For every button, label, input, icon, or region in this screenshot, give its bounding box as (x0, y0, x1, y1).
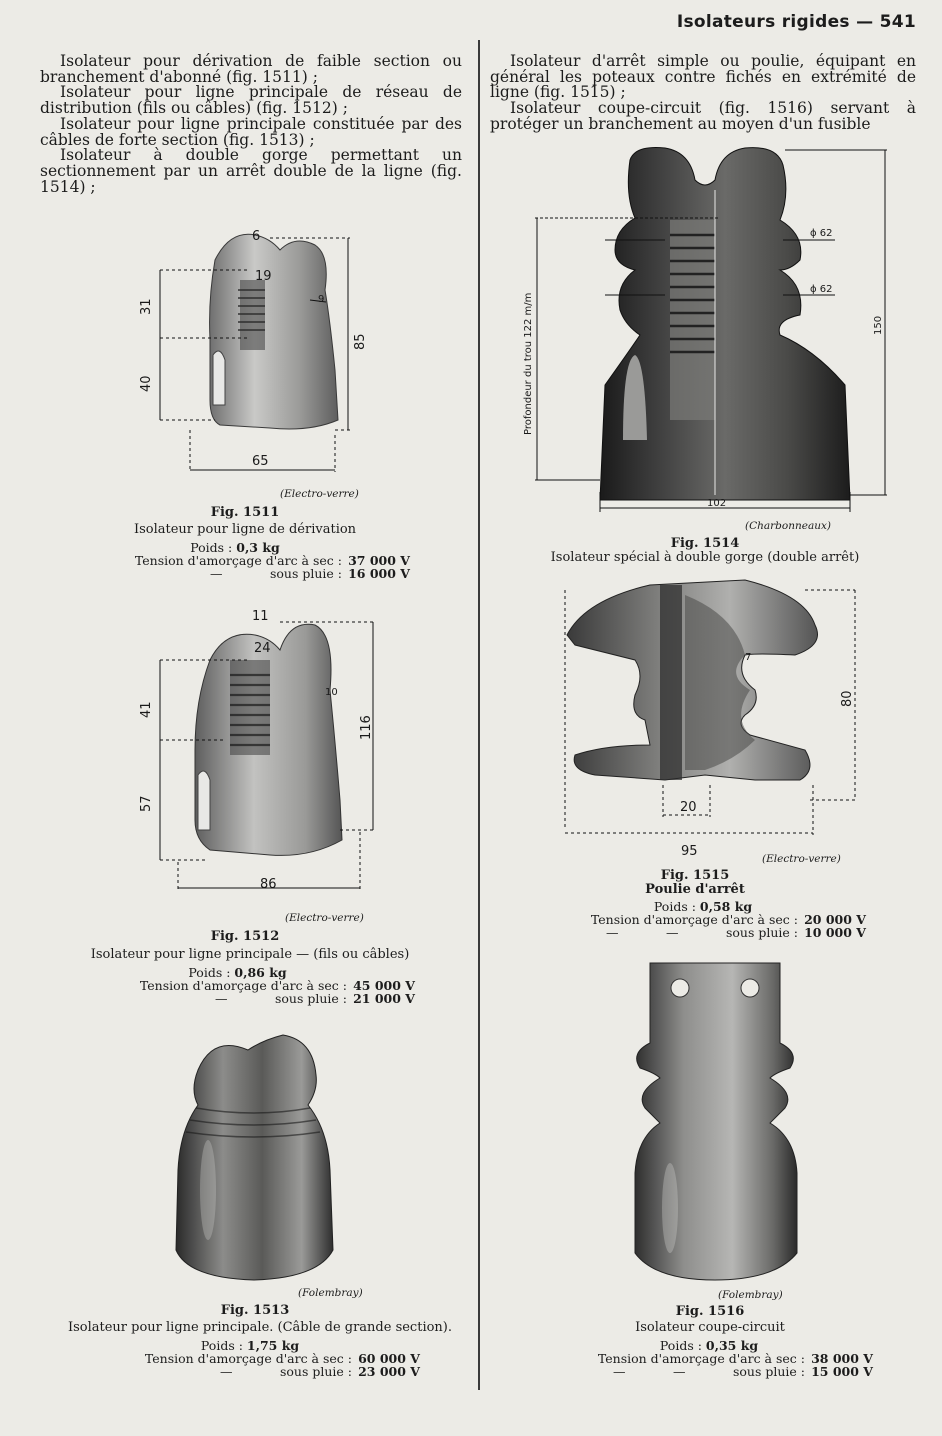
fig1515-caption: Poulie d'arrêt (645, 882, 745, 897)
fig1516-specs (545, 1339, 873, 1378)
running-header (677, 12, 916, 32)
intro-paragraph: Isolateur pour ligne principale constituée par des câbles de forte section (fig. 1513) ; (40, 114, 462, 149)
fig1512-caption: Isolateur pour ligne principale — (fils ou câbles) (90, 947, 410, 962)
fig1512-dim-top: 11 (252, 609, 269, 624)
fig1514-dim-width: 102 (707, 498, 727, 509)
pluie-label: sous pluie : (279, 1364, 352, 1379)
fig1511-dim-h2: 40 (139, 375, 154, 392)
fig1514-caption: Isolateur spécial à double gorge (double arrêt) (550, 550, 860, 565)
fig1513-credit: (Folembray) (298, 1287, 363, 1299)
fig1515-credit: (Electro-verre) (762, 853, 841, 865)
tension-label: Tension d'amorçage d'arc à sec : (590, 912, 798, 927)
fig1511-dim-inner: 19 (255, 269, 272, 284)
fig1512-dim-side: 10 (325, 687, 338, 698)
fig1512-dim-h2: 57 (139, 795, 154, 812)
fig1511-specs (60, 541, 410, 580)
poids-value: 0,3 kg (236, 540, 280, 555)
fig1516-credit: (Folembray) (718, 1289, 783, 1301)
fig1512-specs (60, 966, 415, 1005)
poids-label: Poids : (653, 899, 696, 914)
poids-label: Poids : (188, 965, 231, 980)
fig1512-number: Fig. 1512 (210, 929, 280, 944)
fig1515-dim-groove: 7 (745, 652, 752, 663)
fig1515-dim-base: 20 (680, 800, 697, 815)
right-intro (490, 54, 916, 133)
pluie-label: sous pluie : (269, 566, 342, 581)
pluie-label: sous pluie : (725, 925, 798, 940)
fig1511-dim-side: 9 (318, 294, 325, 305)
intro-paragraph: Isolateur d'arrêt simple ou poulie, équipant en général les poteaux contre fichés en extrémité de ligne (fig. 1515) ; (490, 52, 916, 102)
pluie-label: sous pluie : (274, 991, 347, 1006)
poids-label: Poids : (200, 1338, 243, 1353)
fig1511-credit: (Electro-verre) (280, 488, 359, 500)
left-intro (40, 54, 462, 195)
fig1513-photo (168, 1030, 340, 1285)
fig1512-dim-width: 86 (260, 877, 277, 892)
intro-paragraph: Isolateur pour ligne principale de réseau de distribution (fils ou câbles) (fig. 1512) ; (40, 83, 462, 118)
fig1514-number: Fig. 1514 (670, 536, 740, 551)
intro-paragraph: Isolateur coupe-circuit (fig. 1516) servant à protéger un branchement au moyen d'un fusible (490, 99, 916, 133)
tension-pluie: 10 000 V (804, 925, 866, 940)
fig1511-dim-top: 6 (252, 229, 261, 244)
poids-value: 0,35 kg (705, 1338, 759, 1353)
tension-sec: 20 000 V (804, 912, 866, 927)
fig1515-specs (540, 900, 866, 939)
fig1516-caption: Isolateur coupe-circuit (635, 1320, 785, 1335)
fig1515-photo (555, 575, 865, 860)
column-divider (478, 40, 480, 1390)
fig1515-number: Fig. 1515 (660, 868, 730, 883)
tension-pluie: 21 000 V (353, 991, 415, 1006)
fig1513-number: Fig. 1513 (220, 1303, 290, 1318)
fig1512-photo (130, 600, 400, 905)
tension-label: Tension d'amorçage d'arc à sec : (139, 978, 347, 993)
fig1514-dim-height: 150 (873, 315, 884, 335)
tension-label: Tension d'amorçage d'arc à sec : (597, 1351, 805, 1366)
fig1513-caption: Isolateur pour ligne principale. (Câble de grande section). (67, 1320, 453, 1335)
ditto-dash: — (665, 925, 679, 940)
tension-label: Tension d'amorçage d'arc à sec : (144, 1351, 352, 1366)
fig1514-dim-phi1: ϕ 62 (810, 228, 833, 239)
fig1511-caption: Isolateur pour ligne de dérivation (133, 522, 357, 537)
poids-value: 0,58 kg (699, 899, 753, 914)
fig1516-number: Fig. 1516 (675, 1304, 745, 1319)
fig1511-photo (130, 220, 390, 485)
poids-value: 1,75 kg (246, 1338, 300, 1353)
ditto-dash: — (209, 566, 223, 581)
poids-label: Poids : (659, 1338, 702, 1353)
tension-pluie: 15 000 V (811, 1364, 873, 1379)
tension-pluie: 23 000 V (358, 1364, 420, 1379)
fig1511-number: Fig. 1511 (210, 505, 280, 520)
ditto-dash: — (672, 1364, 686, 1379)
fig1514-dim-depth: Profondeur du trou 122 m/m (523, 292, 534, 435)
fig1512-dim-total: 116 (359, 715, 374, 740)
poids-value: 0,86 kg (234, 965, 287, 980)
fig1514-credit: (Charbonneaux) (745, 520, 831, 532)
fig1515-dim-width: 95 (681, 844, 698, 859)
tension-sec: 38 000 V (811, 1351, 873, 1366)
fig1511-dim-width: 65 (252, 454, 269, 469)
ditto-dash: — (214, 991, 228, 1006)
fig1511-dim-total: 85 (353, 333, 368, 350)
tension-label: Tension d'amorçage d'arc à sec : (134, 553, 342, 568)
header-dash: — (856, 12, 874, 32)
fig1513-specs (80, 1339, 420, 1378)
fig1514-dim-phi2: ϕ 62 (810, 284, 833, 295)
fig1512-credit: (Electro-verre) (285, 912, 364, 924)
fig1514-photo (515, 140, 895, 520)
ditto-dash: — (605, 925, 619, 940)
tension-sec: 45 000 V (353, 978, 415, 993)
intro-paragraph: Isolateur à double gorge permettant un sectionnement par un arrêt double de la ligne (fig. 1514) ; (40, 146, 462, 196)
tension-sec: 60 000 V (358, 1351, 420, 1366)
fig1512-dim-inner: 24 (254, 641, 271, 656)
fig1512-dim-h1: 41 (139, 701, 154, 718)
header-title: Isolateurs rigides (676, 12, 850, 32)
page-number: 541 (879, 12, 916, 32)
tension-pluie: 16 000 V (348, 566, 410, 581)
tension-sec: 37 000 V (348, 553, 410, 568)
ditto-dash: — (612, 1364, 626, 1379)
pluie-label: sous pluie : (732, 1364, 805, 1379)
fig1516-photo (625, 958, 805, 1283)
ditto-dash: — (219, 1364, 233, 1379)
fig1515-dim-height: 80 (840, 690, 855, 707)
intro-paragraph: Isolateur pour dérivation de faible section ou branchement d'abonné (fig. 1511) ; (40, 52, 462, 86)
fig1511-dim-h1: 31 (139, 298, 154, 315)
poids-label: Poids : (190, 540, 233, 555)
